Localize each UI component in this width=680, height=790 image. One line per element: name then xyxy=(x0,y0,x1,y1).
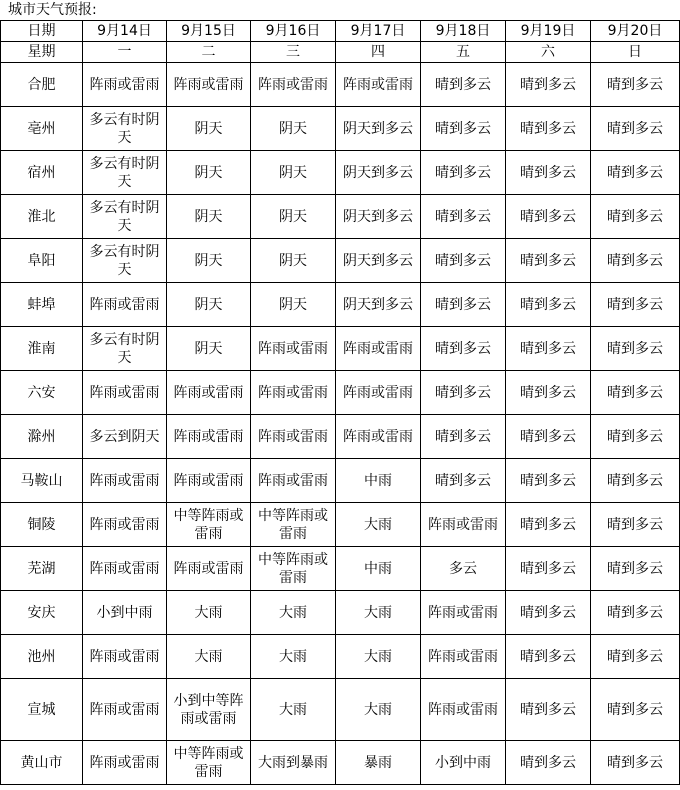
date-header-row xyxy=(1,21,680,42)
forecast-cell: 阵雨或雷雨 xyxy=(251,459,336,503)
city-row xyxy=(1,151,680,195)
forecast-cell: 阴天 xyxy=(251,151,336,195)
forecast-cell: 晴到多云 xyxy=(591,63,680,107)
forecast-cell: 晴到多云 xyxy=(591,679,680,741)
date-cell: 9月19日 xyxy=(506,21,591,42)
city-row xyxy=(1,107,680,151)
weekday-cell: 五 xyxy=(421,42,506,63)
forecast-cell: 小到中雨 xyxy=(421,741,506,785)
forecast-cell: 晴到多云 xyxy=(591,459,680,503)
forecast-cell: 晴到多云 xyxy=(421,415,506,459)
forecast-cell: 晴到多云 xyxy=(591,415,680,459)
forecast-cell: 阴天 xyxy=(167,195,251,239)
forecast-cell: 晴到多云 xyxy=(591,635,680,679)
forecast-cell: 晴到多云 xyxy=(591,327,680,371)
forecast-cell: 大雨到暴雨 xyxy=(251,741,336,785)
forecast-cell: 晴到多云 xyxy=(506,503,591,547)
forecast-cell: 阴天 xyxy=(167,151,251,195)
weekday-label-cell: 星期 xyxy=(1,42,83,63)
forecast-cell: 小到中雨 xyxy=(83,591,167,635)
forecast-cell: 阵雨或雷雨 xyxy=(251,63,336,107)
forecast-cell: 多云有时阴天 xyxy=(83,239,167,283)
forecast-cell: 阵雨或雷雨 xyxy=(83,459,167,503)
forecast-cell: 晴到多云 xyxy=(421,195,506,239)
city-name-cell: 宣城 xyxy=(1,679,83,741)
forecast-cell: 晴到多云 xyxy=(506,195,591,239)
forecast-cell: 阴天 xyxy=(167,107,251,151)
forecast-cell: 晴到多云 xyxy=(421,283,506,327)
city-name-cell: 淮南 xyxy=(1,327,83,371)
forecast-cell: 阵雨或雷雨 xyxy=(83,679,167,741)
forecast-cell: 多云有时阴天 xyxy=(83,195,167,239)
forecast-cell: 阵雨或雷雨 xyxy=(336,327,421,371)
city-row xyxy=(1,591,680,635)
forecast-cell: 阵雨或雷雨 xyxy=(83,635,167,679)
forecast-cell: 多云有时阴天 xyxy=(83,151,167,195)
city-name-cell: 亳州 xyxy=(1,107,83,151)
city-name-cell: 铜陵 xyxy=(1,503,83,547)
forecast-cell: 阵雨或雷雨 xyxy=(336,415,421,459)
forecast-cell: 中雨 xyxy=(336,459,421,503)
forecast-cell: 晴到多云 xyxy=(421,63,506,107)
forecast-cell: 阵雨或雷雨 xyxy=(83,63,167,107)
city-name-cell: 安庆 xyxy=(1,591,83,635)
forecast-cell: 大雨 xyxy=(336,503,421,547)
forecast-cell: 晴到多云 xyxy=(591,195,680,239)
forecast-cell: 阵雨或雷雨 xyxy=(167,415,251,459)
date-cell: 9月16日 xyxy=(251,21,336,42)
forecast-cell: 小到中等阵雨或雷雨 xyxy=(167,679,251,741)
forecast-cell: 阵雨或雷雨 xyxy=(421,679,506,741)
city-name-cell: 滁州 xyxy=(1,415,83,459)
forecast-cell: 晴到多云 xyxy=(506,591,591,635)
forecast-cell: 阴天 xyxy=(251,239,336,283)
forecast-cell: 晴到多云 xyxy=(506,459,591,503)
forecast-cell: 阵雨或雷雨 xyxy=(421,503,506,547)
city-name-cell: 六安 xyxy=(1,371,83,415)
city-name-cell: 阜阳 xyxy=(1,239,83,283)
city-name-cell: 宿州 xyxy=(1,151,83,195)
forecast-cell: 晴到多云 xyxy=(506,415,591,459)
weekday-cell: 六 xyxy=(506,42,591,63)
forecast-cell: 阵雨或雷雨 xyxy=(83,741,167,785)
city-row xyxy=(1,415,680,459)
weather-forecast-table xyxy=(0,20,680,785)
forecast-cell: 阴天 xyxy=(167,327,251,371)
forecast-cell: 大雨 xyxy=(336,635,421,679)
forecast-cell: 晴到多云 xyxy=(421,327,506,371)
city-row xyxy=(1,679,680,741)
forecast-cell: 晴到多云 xyxy=(421,459,506,503)
forecast-cell: 阵雨或雷雨 xyxy=(83,283,167,327)
forecast-cell: 晴到多云 xyxy=(421,239,506,283)
forecast-cell: 阵雨或雷雨 xyxy=(421,591,506,635)
forecast-cell: 晴到多云 xyxy=(421,107,506,151)
forecast-cell: 阵雨或雷雨 xyxy=(167,459,251,503)
forecast-cell: 大雨 xyxy=(336,591,421,635)
page-title: 城市天气预报: xyxy=(8,2,97,18)
forecast-cell: 晴到多云 xyxy=(421,371,506,415)
forecast-cell: 晴到多云 xyxy=(591,741,680,785)
forecast-cell: 阵雨或雷雨 xyxy=(336,371,421,415)
forecast-cell: 大雨 xyxy=(251,635,336,679)
forecast-cell: 晴到多云 xyxy=(506,547,591,591)
forecast-cell: 晴到多云 xyxy=(506,679,591,741)
forecast-cell: 阵雨或雷雨 xyxy=(83,371,167,415)
forecast-cell: 阵雨或雷雨 xyxy=(167,63,251,107)
date-cell: 9月17日 xyxy=(336,21,421,42)
forecast-cell: 阵雨或雷雨 xyxy=(336,63,421,107)
forecast-cell: 大雨 xyxy=(251,679,336,741)
date-label-cell: 日期 xyxy=(1,21,83,42)
forecast-cell: 多云到阴天 xyxy=(83,415,167,459)
forecast-cell: 中等阵雨或雷雨 xyxy=(251,503,336,547)
forecast-cell: 晴到多云 xyxy=(591,107,680,151)
weekday-cell: 三 xyxy=(251,42,336,63)
forecast-cell: 阴天到多云 xyxy=(336,283,421,327)
city-row xyxy=(1,63,680,107)
forecast-cell: 中等阵雨或雷雨 xyxy=(167,741,251,785)
forecast-cell: 阴天 xyxy=(251,195,336,239)
city-name-cell: 池州 xyxy=(1,635,83,679)
forecast-cell: 中雨 xyxy=(336,547,421,591)
city-row xyxy=(1,283,680,327)
forecast-cell: 多云 xyxy=(421,547,506,591)
city-row xyxy=(1,503,680,547)
forecast-cell: 暴雨 xyxy=(336,741,421,785)
forecast-cell: 晴到多云 xyxy=(591,371,680,415)
forecast-cell: 晴到多云 xyxy=(591,283,680,327)
date-cell: 9月18日 xyxy=(421,21,506,42)
forecast-cell: 中等阵雨或雷雨 xyxy=(251,547,336,591)
forecast-cell: 阴天到多云 xyxy=(336,239,421,283)
city-name-cell: 马鞍山 xyxy=(1,459,83,503)
forecast-cell: 阵雨或雷雨 xyxy=(251,371,336,415)
city-row xyxy=(1,459,680,503)
forecast-cell: 晴到多云 xyxy=(506,107,591,151)
forecast-cell: 晴到多云 xyxy=(506,741,591,785)
forecast-cell: 阴天到多云 xyxy=(336,151,421,195)
city-name-cell: 芜湖 xyxy=(1,547,83,591)
date-cell: 9月15日 xyxy=(167,21,251,42)
forecast-cell: 晴到多云 xyxy=(506,635,591,679)
city-name-cell: 淮北 xyxy=(1,195,83,239)
city-row xyxy=(1,371,680,415)
weekday-cell: 一 xyxy=(83,42,167,63)
forecast-cell: 阵雨或雷雨 xyxy=(421,635,506,679)
forecast-cell: 多云有时阴天 xyxy=(83,107,167,151)
weekday-cell: 四 xyxy=(336,42,421,63)
city-row xyxy=(1,741,680,785)
forecast-cell: 中等阵雨或雷雨 xyxy=(167,503,251,547)
date-cell: 9月20日 xyxy=(591,21,680,42)
forecast-cell: 阴天 xyxy=(167,283,251,327)
forecast-cell: 大雨 xyxy=(167,635,251,679)
city-row xyxy=(1,635,680,679)
city-row xyxy=(1,327,680,371)
forecast-cell: 阴天 xyxy=(167,239,251,283)
forecast-cell: 阴天 xyxy=(251,107,336,151)
city-row xyxy=(1,239,680,283)
forecast-cell: 晴到多云 xyxy=(591,503,680,547)
forecast-cell: 阵雨或雷雨 xyxy=(251,415,336,459)
forecast-cell: 大雨 xyxy=(167,591,251,635)
forecast-cell: 晴到多云 xyxy=(591,591,680,635)
city-name-cell: 黄山市 xyxy=(1,741,83,785)
forecast-cell: 晴到多云 xyxy=(591,239,680,283)
forecast-cell: 阴天 xyxy=(251,283,336,327)
forecast-cell: 大雨 xyxy=(336,679,421,741)
forecast-cell: 晴到多云 xyxy=(506,327,591,371)
forecast-cell: 多云有时阴天 xyxy=(83,327,167,371)
forecast-cell: 阵雨或雷雨 xyxy=(83,503,167,547)
forecast-cell: 阵雨或雷雨 xyxy=(167,371,251,415)
weekday-cell: 二 xyxy=(167,42,251,63)
forecast-cell: 阴天到多云 xyxy=(336,195,421,239)
forecast-cell: 晴到多云 xyxy=(506,63,591,107)
weekday-cell: 日 xyxy=(591,42,680,63)
forecast-cell: 大雨 xyxy=(251,591,336,635)
city-row xyxy=(1,195,680,239)
forecast-cell: 阵雨或雷雨 xyxy=(167,547,251,591)
forecast-cell: 晴到多云 xyxy=(591,151,680,195)
weekday-header-row xyxy=(1,42,680,63)
forecast-cell: 晴到多云 xyxy=(506,371,591,415)
forecast-cell: 阴天到多云 xyxy=(336,107,421,151)
forecast-cell: 晴到多云 xyxy=(591,547,680,591)
city-row xyxy=(1,547,680,591)
date-cell: 9月14日 xyxy=(83,21,167,42)
city-name-cell: 蚌埠 xyxy=(1,283,83,327)
forecast-cell: 晴到多云 xyxy=(506,283,591,327)
forecast-cell: 晴到多云 xyxy=(506,151,591,195)
city-name-cell: 合肥 xyxy=(1,63,83,107)
forecast-cell: 晴到多云 xyxy=(421,151,506,195)
forecast-cell: 阵雨或雷雨 xyxy=(251,327,336,371)
forecast-cell: 阵雨或雷雨 xyxy=(83,547,167,591)
forecast-cell: 晴到多云 xyxy=(506,239,591,283)
